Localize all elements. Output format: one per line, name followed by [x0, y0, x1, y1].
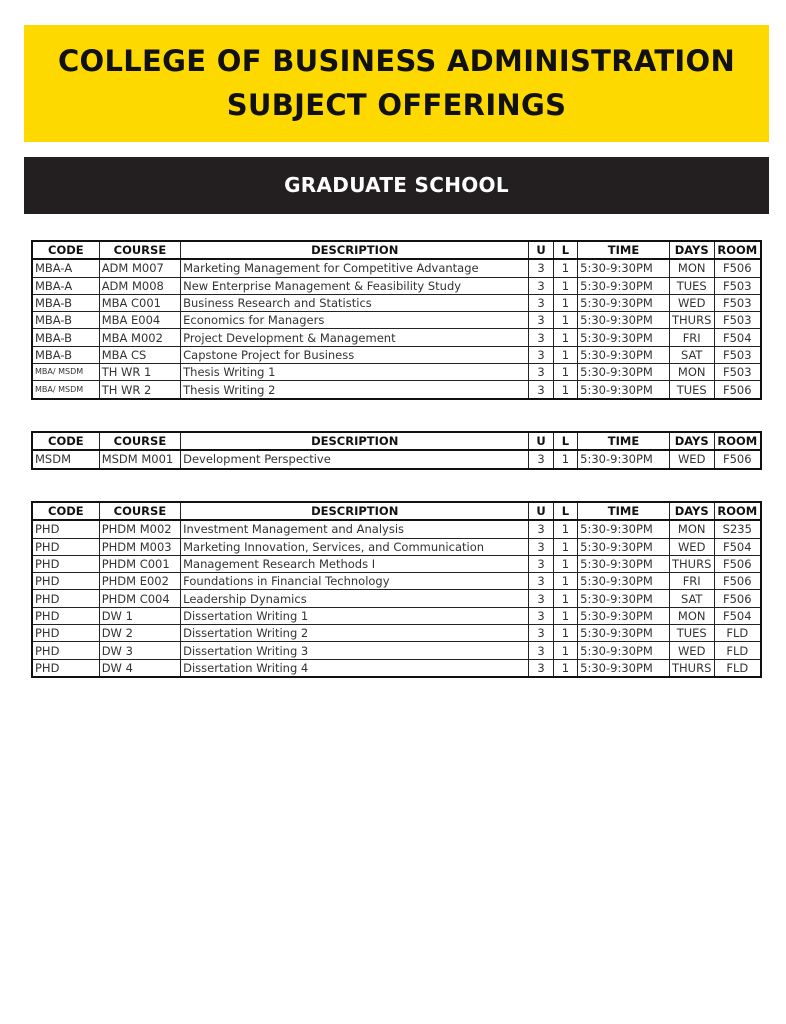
- table-row: [32, 381, 761, 399]
- cell-course: PHDM C001: [99, 555, 180, 572]
- cell-days: MON: [669, 520, 714, 538]
- table-row: [32, 625, 761, 642]
- cell-lab: 1: [553, 450, 577, 468]
- cell-course: DW 2: [99, 625, 180, 642]
- cell-description: Dissertation Writing 3: [181, 642, 529, 659]
- cell-days: SAT: [669, 590, 714, 607]
- subtitle-subject-offerings: SUBJECT OFFERINGS: [226, 88, 567, 122]
- cell-code: PHD: [32, 590, 99, 607]
- cell-room: FLD: [714, 642, 761, 659]
- cell-description: Dissertation Writing 2: [181, 625, 529, 642]
- cell-days: SAT: [669, 346, 714, 363]
- cell-units: 3: [529, 312, 553, 329]
- cell-units: 3: [529, 381, 553, 399]
- cell-lab: 1: [553, 625, 577, 642]
- cell-days: MON: [669, 259, 714, 277]
- cell-code: MBA-B: [32, 312, 99, 329]
- cell-room: S235: [714, 520, 761, 538]
- cell-lab: 1: [553, 329, 577, 346]
- cell-code: PHD: [32, 538, 99, 555]
- cell-course: PHDM M002: [99, 520, 180, 538]
- cell-course: PHDM M003: [99, 538, 180, 555]
- cell-room: F506: [714, 381, 761, 399]
- cell-time: 5:30-9:30PM: [578, 259, 670, 277]
- cell-room: F503: [714, 294, 761, 311]
- cell-description: Management Research Methods I: [181, 555, 529, 572]
- cell-time: 5:30-9:30PM: [578, 294, 670, 311]
- cell-description: Marketing Innovation, Services, and Communication: [181, 538, 529, 555]
- cell-description: Investment Management and Analysis: [181, 520, 529, 538]
- table-row: [32, 555, 761, 572]
- cell-time: 5:30-9:30PM: [578, 555, 670, 572]
- cell-lab: 1: [553, 346, 577, 363]
- cell-code: PHD: [32, 555, 99, 572]
- cell-lab: 1: [553, 312, 577, 329]
- column-header-code: CODE: [32, 502, 99, 520]
- cell-time: 5:30-9:30PM: [578, 590, 670, 607]
- cell-code: MBA-B: [32, 329, 99, 346]
- table-row: [32, 659, 761, 677]
- cell-time: 5:30-9:30PM: [578, 659, 670, 677]
- column-header-units: U: [529, 241, 553, 259]
- cell-course: MSDM M001: [99, 450, 180, 468]
- cell-room: FLD: [714, 659, 761, 677]
- cell-code: MSDM: [32, 450, 99, 468]
- cell-units: 3: [529, 590, 553, 607]
- cell-lab: 1: [553, 573, 577, 590]
- table-header-row: [32, 502, 761, 520]
- cell-units: 3: [529, 346, 553, 363]
- cell-description: Business Research and Statistics: [181, 294, 529, 311]
- column-header-description: DESCRIPTION: [181, 241, 529, 259]
- cell-description: Economics for Managers: [181, 312, 529, 329]
- cell-room: F503: [714, 277, 761, 294]
- cell-lab: 1: [553, 277, 577, 294]
- cell-days: WED: [669, 642, 714, 659]
- table-row: [32, 312, 761, 329]
- cell-description: Leadership Dynamics: [181, 590, 529, 607]
- cell-description: New Enterprise Management & Feasibility Study: [181, 277, 529, 294]
- cell-course: ADM M007: [99, 259, 180, 277]
- cell-course: PHDM E002: [99, 573, 180, 590]
- cell-time: 5:30-9:30PM: [578, 381, 670, 399]
- phd-schedule-table: [31, 501, 762, 678]
- column-header-lab: L: [553, 432, 577, 450]
- cell-units: 3: [529, 642, 553, 659]
- cell-code: PHD: [32, 607, 99, 624]
- column-header-course: COURSE: [99, 502, 180, 520]
- cell-lab: 1: [553, 642, 577, 659]
- column-header-days: DAYS: [669, 432, 714, 450]
- table-row: [32, 538, 761, 555]
- cell-lab: 1: [553, 538, 577, 555]
- college-title: COLLEGE OF BUSINESS ADMINISTRATION: [57, 44, 736, 78]
- cell-days: WED: [669, 450, 714, 468]
- cell-course: MBA CS: [99, 346, 180, 363]
- cell-days: TUES: [669, 381, 714, 399]
- cell-lab: 1: [553, 659, 577, 677]
- cell-course: MBA C001: [99, 294, 180, 311]
- cell-code: MBA-B: [32, 294, 99, 311]
- cell-code: MBA-A: [32, 259, 99, 277]
- mba-schedule-table: [31, 240, 762, 400]
- section-title: GRADUATE SCHOOL: [284, 173, 509, 197]
- column-header-units: U: [529, 432, 553, 450]
- cell-days: THURS: [669, 659, 714, 677]
- cell-description: Dissertation Writing 1: [181, 607, 529, 624]
- cell-days: THURS: [669, 555, 714, 572]
- table-row: [32, 364, 761, 381]
- cell-units: 3: [529, 607, 553, 624]
- cell-course: DW 3: [99, 642, 180, 659]
- cell-time: 5:30-9:30PM: [578, 450, 670, 468]
- column-header-code: CODE: [32, 241, 99, 259]
- cell-lab: 1: [553, 364, 577, 381]
- cell-room: F506: [714, 590, 761, 607]
- cell-room: F504: [714, 538, 761, 555]
- table-row: [32, 642, 761, 659]
- cell-course: DW 4: [99, 659, 180, 677]
- cell-code: MBA/ MSDM: [32, 364, 99, 381]
- cell-code: PHD: [32, 642, 99, 659]
- cell-code: PHD: [32, 520, 99, 538]
- table-row: [32, 573, 761, 590]
- cell-lab: 1: [553, 259, 577, 277]
- column-header-description: DESCRIPTION: [181, 432, 529, 450]
- cell-days: WED: [669, 538, 714, 555]
- cell-description: Project Development & Management: [181, 329, 529, 346]
- cell-room: F506: [714, 573, 761, 590]
- table-row: [32, 329, 761, 346]
- cell-units: 3: [529, 259, 553, 277]
- cell-units: 3: [529, 538, 553, 555]
- cell-lab: 1: [553, 590, 577, 607]
- cell-days: TUES: [669, 625, 714, 642]
- cell-room: F503: [714, 364, 761, 381]
- column-header-days: DAYS: [669, 241, 714, 259]
- cell-time: 5:30-9:30PM: [578, 538, 670, 555]
- section-title-bar: [24, 157, 769, 214]
- cell-days: THURS: [669, 312, 714, 329]
- cell-time: 5:30-9:30PM: [578, 329, 670, 346]
- cell-course: TH WR 1: [99, 364, 180, 381]
- cell-time: 5:30-9:30PM: [578, 642, 670, 659]
- cell-description: Thesis Writing 1: [181, 364, 529, 381]
- table-header-row: [32, 241, 761, 259]
- cell-days: TUES: [669, 277, 714, 294]
- cell-units: 3: [529, 364, 553, 381]
- cell-time: 5:30-9:30PM: [578, 312, 670, 329]
- table-row: [32, 520, 761, 538]
- cell-lab: 1: [553, 381, 577, 399]
- table-row: [32, 590, 761, 607]
- cell-time: 5:30-9:30PM: [578, 520, 670, 538]
- cell-time: 5:30-9:30PM: [578, 346, 670, 363]
- cell-time: 5:30-9:30PM: [578, 364, 670, 381]
- cell-room: F506: [714, 450, 761, 468]
- cell-code: MBA/ MSDM: [32, 381, 99, 399]
- table-row: [32, 607, 761, 624]
- column-header-description: DESCRIPTION: [181, 502, 529, 520]
- cell-course: PHDM C004: [99, 590, 180, 607]
- cell-room: F503: [714, 312, 761, 329]
- cell-units: 3: [529, 555, 553, 572]
- msdm-schedule-table: [31, 431, 762, 470]
- cell-lab: 1: [553, 294, 577, 311]
- cell-room: F506: [714, 555, 761, 572]
- table-row: [32, 277, 761, 294]
- cell-description: Foundations in Financial Technology: [181, 573, 529, 590]
- table-row: [32, 294, 761, 311]
- cell-lab: 1: [553, 607, 577, 624]
- cell-room: FLD: [714, 625, 761, 642]
- cell-units: 3: [529, 450, 553, 468]
- table-row: [32, 450, 761, 468]
- cell-course: TH WR 2: [99, 381, 180, 399]
- column-header-room: ROOM: [714, 502, 761, 520]
- cell-time: 5:30-9:30PM: [578, 625, 670, 642]
- column-header-lab: L: [553, 502, 577, 520]
- cell-code: PHD: [32, 659, 99, 677]
- cell-code: PHD: [32, 573, 99, 590]
- cell-units: 3: [529, 277, 553, 294]
- cell-course: MBA E004: [99, 312, 180, 329]
- column-header-time: TIME: [578, 502, 670, 520]
- cell-room: F503: [714, 346, 761, 363]
- table-header-row: [32, 432, 761, 450]
- column-header-time: TIME: [578, 432, 670, 450]
- cell-lab: 1: [553, 555, 577, 572]
- cell-time: 5:30-9:30PM: [578, 573, 670, 590]
- column-header-course: COURSE: [99, 241, 180, 259]
- cell-days: FRI: [669, 573, 714, 590]
- cell-code: MBA-A: [32, 277, 99, 294]
- cell-time: 5:30-9:30PM: [578, 607, 670, 624]
- table-row: [32, 346, 761, 363]
- column-header-room: ROOM: [714, 432, 761, 450]
- cell-units: 3: [529, 520, 553, 538]
- cell-code: MBA-B: [32, 346, 99, 363]
- cell-description: Development Perspective: [181, 450, 529, 468]
- cell-room: F504: [714, 329, 761, 346]
- cell-time: 5:30-9:30PM: [578, 277, 670, 294]
- cell-code: PHD: [32, 625, 99, 642]
- cell-days: MON: [669, 607, 714, 624]
- table-row: [32, 259, 761, 277]
- column-header-course: COURSE: [99, 432, 180, 450]
- cell-days: FRI: [669, 329, 714, 346]
- cell-description: Dissertation Writing 4: [181, 659, 529, 677]
- cell-description: Capstone Project for Business: [181, 346, 529, 363]
- cell-room: F504: [714, 607, 761, 624]
- cell-course: MBA M002: [99, 329, 180, 346]
- column-header-room: ROOM: [714, 241, 761, 259]
- cell-units: 3: [529, 625, 553, 642]
- cell-course: DW 1: [99, 607, 180, 624]
- cell-units: 3: [529, 573, 553, 590]
- column-header-units: U: [529, 502, 553, 520]
- cell-days: WED: [669, 294, 714, 311]
- cell-course: ADM M008: [99, 277, 180, 294]
- cell-lab: 1: [553, 520, 577, 538]
- column-header-lab: L: [553, 241, 577, 259]
- column-header-code: CODE: [32, 432, 99, 450]
- column-header-days: DAYS: [669, 502, 714, 520]
- cell-description: Marketing Management for Competitive Advantage: [181, 259, 529, 277]
- column-header-time: TIME: [578, 241, 670, 259]
- cell-room: F506: [714, 259, 761, 277]
- cell-description: Thesis Writing 2: [181, 381, 529, 399]
- cell-days: MON: [669, 364, 714, 381]
- cell-units: 3: [529, 659, 553, 677]
- cell-units: 3: [529, 294, 553, 311]
- cell-units: 3: [529, 329, 553, 346]
- title-banner: [24, 25, 769, 142]
